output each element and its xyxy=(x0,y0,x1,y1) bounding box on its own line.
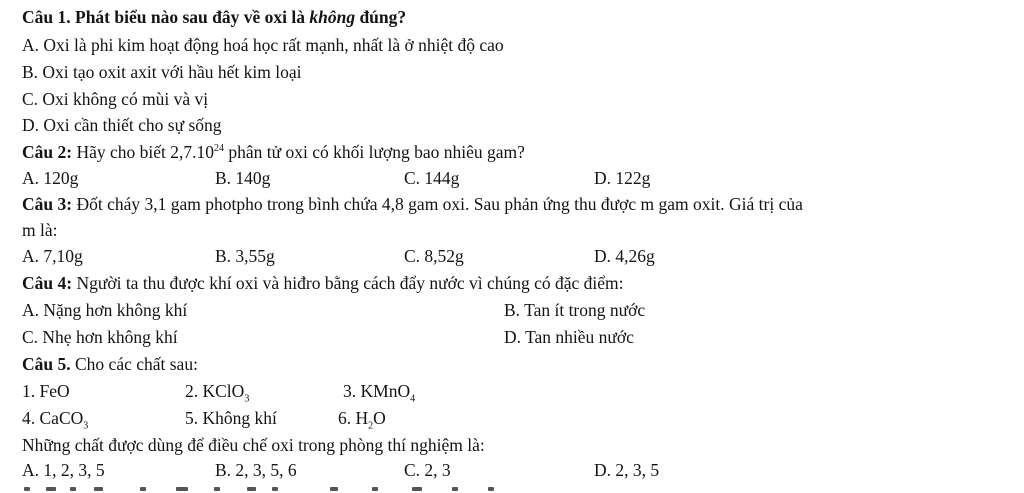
question-3-option-b: B. 3,55g xyxy=(215,246,275,266)
question-3-label: Câu 3: xyxy=(22,194,73,214)
question-1-option-b: B. Oxi tạo oxit axit với hầu hết kim loại xyxy=(22,62,302,82)
question-2-exponent: 24 xyxy=(214,143,224,155)
substance-4: 4. CaCO$_3$ xyxy=(22,408,89,432)
question-1-text-end: đúng? xyxy=(359,7,407,27)
question-2-option-d: D. 122g xyxy=(594,168,651,188)
question-4-stem xyxy=(22,272,624,294)
question-4-text: Người ta thu được khí oxi và hiđro bằng cách đẩy nước vì chúng có đặc điểm: xyxy=(76,273,624,293)
substance-2: 2. KClO$_3$ xyxy=(185,381,250,405)
question-1-stem xyxy=(22,6,406,28)
question-2-text-end: phân tử oxi có khối lượng bao nhiêu gam? xyxy=(228,142,525,162)
question-1-option-c: C. Oxi không có mùi và vị xyxy=(22,89,209,109)
question-3-option-a: A. 7,10g xyxy=(22,246,83,266)
question-1-label: Câu 1. xyxy=(22,7,71,27)
cropped-text-fragment xyxy=(0,487,1024,493)
question-1-text: Phát biểu nào sau đây về oxi là xyxy=(75,7,305,27)
substance-5: 5. Không khí xyxy=(185,408,277,428)
question-1-option-a: A. Oxi là phi kim hoạt động hoá học rất mạnh, nhất là ở nhiệt độ cao xyxy=(22,35,504,55)
question-5-text: Cho các chất sau: xyxy=(75,354,198,374)
question-3-option-c: C. 8,52g xyxy=(404,246,464,266)
question-3-option-d: D. 4,26g xyxy=(594,246,655,266)
question-5-question: Những chất được dùng để điều chế oxi trong phòng thí nghiệm là: xyxy=(22,435,485,455)
question-2-text: Hãy cho biết 2,7.10 xyxy=(76,142,214,162)
question-1-option-d: D. Oxi cần thiết cho sự sống xyxy=(22,115,222,135)
question-5-option-a: A. 1, 2, 3, 5 xyxy=(22,460,105,480)
question-3-text: Đốt cháy 3,1 gam photpho trong bình chứa 4,8 gam oxi. Sau phản ứng thu được m gam oxit. Giá trị của xyxy=(76,194,803,214)
substance-3: 3. KMnO$_4$ xyxy=(343,381,416,405)
question-5-label: Câu 5. xyxy=(22,354,71,374)
question-4-option-a: A. Nặng hơn không khí xyxy=(22,300,188,320)
question-5-stem xyxy=(22,353,198,375)
question-2-label: Câu 2: xyxy=(22,142,73,162)
question-5-option-d: D. 2, 3, 5 xyxy=(594,460,660,480)
question-5-option-c: C. 2, 3 xyxy=(404,460,451,480)
substance-1: 1. FeO xyxy=(22,381,70,401)
question-4-option-b: B. Tan ít trong nước xyxy=(504,300,646,320)
question-4-option-d: D. Tan nhiều nước xyxy=(504,327,634,347)
question-3-stem xyxy=(22,193,803,215)
question-2-stem xyxy=(22,141,525,163)
question-3-stem-continued: m là: xyxy=(22,220,58,240)
substance-6: 6. $H_2O$ xyxy=(338,408,386,432)
question-5-option-b: B. 2, 3, 5, 6 xyxy=(215,460,297,480)
question-2-option-a: A. 120g xyxy=(22,168,79,188)
question-2-option-b: B. 140g xyxy=(215,168,271,188)
question-4-option-c: C. Nhẹ hơn không khí xyxy=(22,327,178,347)
question-2-option-c: C. 144g xyxy=(404,168,460,188)
question-4-label: Câu 4: xyxy=(22,273,73,293)
question-1-emphasis: không xyxy=(309,7,356,27)
